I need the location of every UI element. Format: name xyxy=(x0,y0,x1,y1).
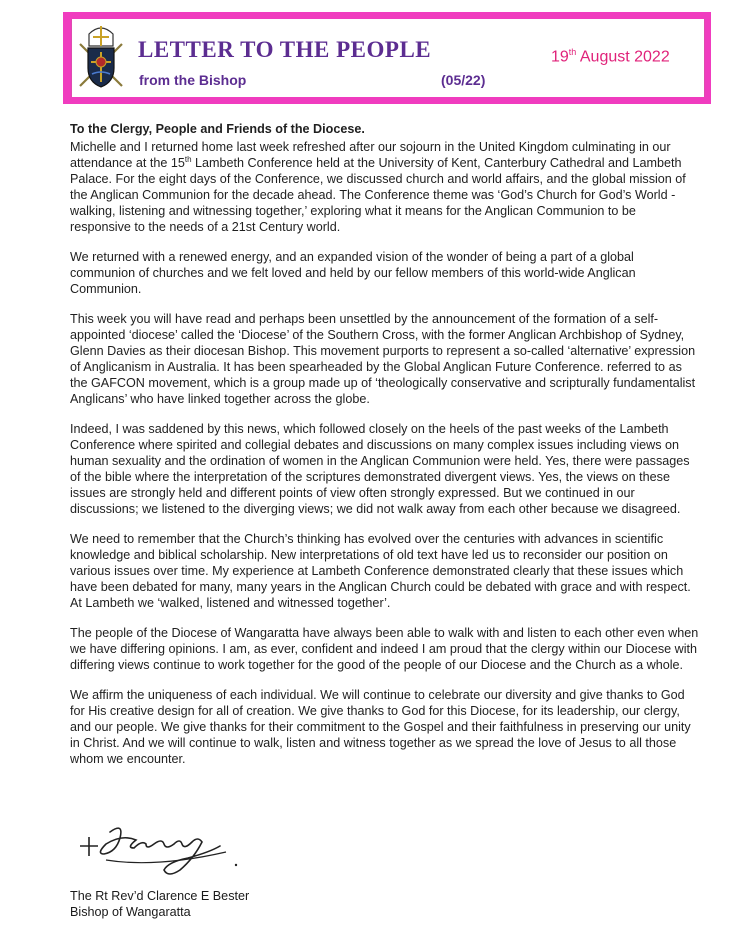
paragraph-4: Indeed, I was saddened by this news, which followed closely on the heels of the past weeks of the Lambeth Conference where spirited and collegial debates and discussions on many complex issues including views on human sexuality and the ordination of women in the Anglican Communion were held. Yes, there were passages of the bible where the interpretation of the scriptures demonstrated divergent views. Yes, the views on these issues are strongly held and different points of view often strongly expressed. But we continued in our discussions; we listened to the diverging views; we did not walk away from each other because we disagreed. xyxy=(70,422,690,516)
letter-date xyxy=(551,47,670,66)
signatory-title: Bishop of Wangaratta xyxy=(70,905,191,919)
paragraph-1 xyxy=(70,139,700,235)
paragraph-5: We need to remember that the Church’s thinking has evolved over the centuries with advances in scientific knowledge and biblical scholarship. New interpretations of old text have led us to reconsider our position on various issues over time. My experience at Lambeth Conference demonstrated clearly that these issues which have been debated for many, many years in the Anglican Church could be debated with grace and with respect. At Lambeth we ‘walked, listened and witnessed together’. xyxy=(70,532,691,610)
paragraph-1-part-b: Lambeth Conference held at the University of Kent, Canterbury Cathedral and Lambeth Palace. For the eight days of the Conference, we discussed church and world affairs, and the global mission of the Anglican Communion for the decade ahead. The Conference theme was ‘God’s Church for God’s World - walking, listening and witnessing together,’ exploring what it means for the Anglican Communion to be responsive to the needs of a 21st Century world. xyxy=(70,156,686,234)
paragraph-3: This week you will have read and perhaps been unsettled by the announcement of the formation of a self-appointed ‘diocese’ called the ‘Diocese’ of the Southern Cross, with the former Anglican Archbishop of Sydney, Glenn Davies as their diocesan Bishop. This movement purports to represent a so-called ‘alternative’ expression of Anglicanism in Australia. It has been spearheaded by the Global Anglican Future Conference. referred to as the GAFCON movement, which is a group made up of ‘theologically conservative and scripturally fundamentalist Anglicans’ who have linked together across the globe. xyxy=(70,312,696,406)
paragraph-6: The people of the Diocese of Wangaratta have always been able to walk with and listen to each other even when we have differing opinions. I am, as ever, confident and indeed I am proud that the clergy within our Diocese with differing views continue to work together for the good of the people of our Diocese and the Church as a whole. xyxy=(70,626,699,672)
letter-title: LETTER TO THE PEOPLE xyxy=(138,37,432,62)
date-suffix: th xyxy=(568,47,577,57)
letter-subtitle: from the Bishop xyxy=(139,72,247,88)
salutation: To the Clergy, People and Friends of the Diocese. xyxy=(70,122,365,136)
handwritten-signature xyxy=(76,818,246,880)
paragraph-7: We affirm the uniqueness of each individual. We will continue to celebrate our diversity and give thanks to God for His creative design for all of creation. We give thanks to God for this Diocese, for its leadership, our clergy, and our people. We give thanks for their commitment to the Gospel and their faithfulness in preserving our unity in Christ. And we will continue to walk, listen and witness together as we spread the love of Jesus to all those whom we encounter. xyxy=(70,688,691,766)
date-month-year: August 2022 xyxy=(576,48,670,66)
paragraph-1-part-a: Michelle and I returned home last week refreshed after our sojourn in the United Kingdom culminating in our attendance at the 15 xyxy=(70,140,671,170)
diocese-crest-icon xyxy=(76,24,126,90)
issue-number: (05/22) xyxy=(441,72,486,88)
paragraph-1-sup: th xyxy=(184,154,192,164)
letter-body xyxy=(70,118,700,781)
paragraph-2: We returned with a renewed energy, and an expanded vision of the wonder of being a part of a global communion of churches and we felt loved and held by our fellow members of this world-wide Anglican Communion. xyxy=(70,250,636,296)
signatory-name: The Rt Rev’d Clarence E Bester xyxy=(70,889,250,903)
date-day: 19 xyxy=(551,48,569,66)
